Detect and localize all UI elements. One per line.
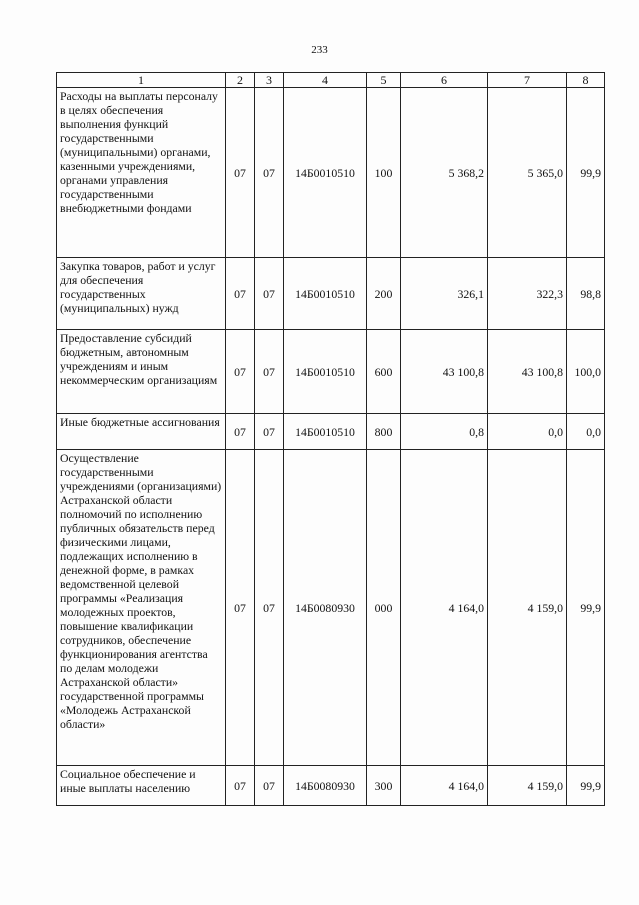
row-description: Закупка товаров, работ и услуг для обеспечения государственных (муниципальных) нужд xyxy=(57,258,226,330)
column-header: 4 xyxy=(284,73,367,88)
executed-amount: 322,3 xyxy=(488,258,567,330)
column-header: 3 xyxy=(255,73,284,88)
execution-percent: 99,9 xyxy=(567,88,605,258)
table-row xyxy=(57,258,605,330)
page-number: 233 xyxy=(311,44,328,56)
executed-amount: 4 159,0 xyxy=(488,450,567,766)
executed-amount: 43 100,8 xyxy=(488,330,567,414)
execution-percent: 98,8 xyxy=(567,258,605,330)
planned-amount: 5 368,2 xyxy=(401,88,488,258)
row-description: Социальное обеспечение и иные выплаты населению xyxy=(57,766,226,806)
column-header: 5 xyxy=(367,73,401,88)
executed-amount: 0,0 xyxy=(488,414,567,450)
table-row xyxy=(57,766,605,806)
expense-type-code: 600 xyxy=(367,330,401,414)
column-header: 8 xyxy=(567,73,605,88)
section-code: 07 xyxy=(226,330,255,414)
row-description: Осуществление государственными учреждениями (организациями) Астраханской области полномочий по исполнению публичных обязательств перед физическими лицами, подлежащих исполнению в денежной форме, в рамках ведомственной целевой программы «Реализация молодежных проектов, повышение квалификации сотрудников, обеспечение функционирования агентства по делам молодежи Астраханской области» государственной программы «Молодежь Астраханской области» xyxy=(57,450,226,766)
expense-type-code: 000 xyxy=(367,450,401,766)
expense-type-code: 100 xyxy=(367,88,401,258)
table-row xyxy=(57,330,605,414)
table-header-row xyxy=(57,73,605,88)
executed-amount: 5 365,0 xyxy=(488,88,567,258)
target-article-code: 14Б0080930 xyxy=(284,450,367,766)
table-row xyxy=(57,414,605,450)
expense-type-code: 300 xyxy=(367,766,401,806)
subsection-code: 07 xyxy=(255,258,284,330)
section-code: 07 xyxy=(226,450,255,766)
subsection-code: 07 xyxy=(255,330,284,414)
column-header: 2 xyxy=(226,73,255,88)
section-code: 07 xyxy=(226,258,255,330)
executed-amount: 4 159,0 xyxy=(488,766,567,806)
column-header: 6 xyxy=(401,73,488,88)
subsection-code: 07 xyxy=(255,766,284,806)
target-article-code: 14Б0080930 xyxy=(284,766,367,806)
column-header: 1 xyxy=(57,73,226,88)
row-description: Предоставление субсидий бюджетным, автономным учреждениям и иным некоммерческим организациям xyxy=(57,330,226,414)
budget-table xyxy=(56,72,605,806)
expense-type-code: 800 xyxy=(367,414,401,450)
table-row xyxy=(57,88,605,258)
execution-percent: 100,0 xyxy=(567,330,605,414)
table-row xyxy=(57,450,605,766)
execution-percent: 99,9 xyxy=(567,450,605,766)
row-description: Иные бюджетные ассигнования xyxy=(57,414,226,450)
execution-percent: 99,9 xyxy=(567,766,605,806)
target-article-code: 14Б0010510 xyxy=(284,414,367,450)
column-header: 7 xyxy=(488,73,567,88)
planned-amount: 4 164,0 xyxy=(401,766,488,806)
target-article-code: 14Б0010510 xyxy=(284,330,367,414)
planned-amount: 43 100,8 xyxy=(401,330,488,414)
planned-amount: 0,8 xyxy=(401,414,488,450)
section-code: 07 xyxy=(226,88,255,258)
section-code: 07 xyxy=(226,414,255,450)
execution-percent: 0,0 xyxy=(567,414,605,450)
planned-amount: 4 164,0 xyxy=(401,450,488,766)
planned-amount: 326,1 xyxy=(401,258,488,330)
target-article-code: 14Б0010510 xyxy=(284,258,367,330)
subsection-code: 07 xyxy=(255,414,284,450)
row-description: Расходы на выплаты персоналу в целях обеспечения выполнения функций государственными (муниципальными) органами, казенными учреждениями, органами управления государственными внебюджетными фондами xyxy=(57,88,226,258)
subsection-code: 07 xyxy=(255,450,284,766)
expense-type-code: 200 xyxy=(367,258,401,330)
section-code: 07 xyxy=(226,766,255,806)
subsection-code: 07 xyxy=(255,88,284,258)
target-article-code: 14Б0010510 xyxy=(284,88,367,258)
